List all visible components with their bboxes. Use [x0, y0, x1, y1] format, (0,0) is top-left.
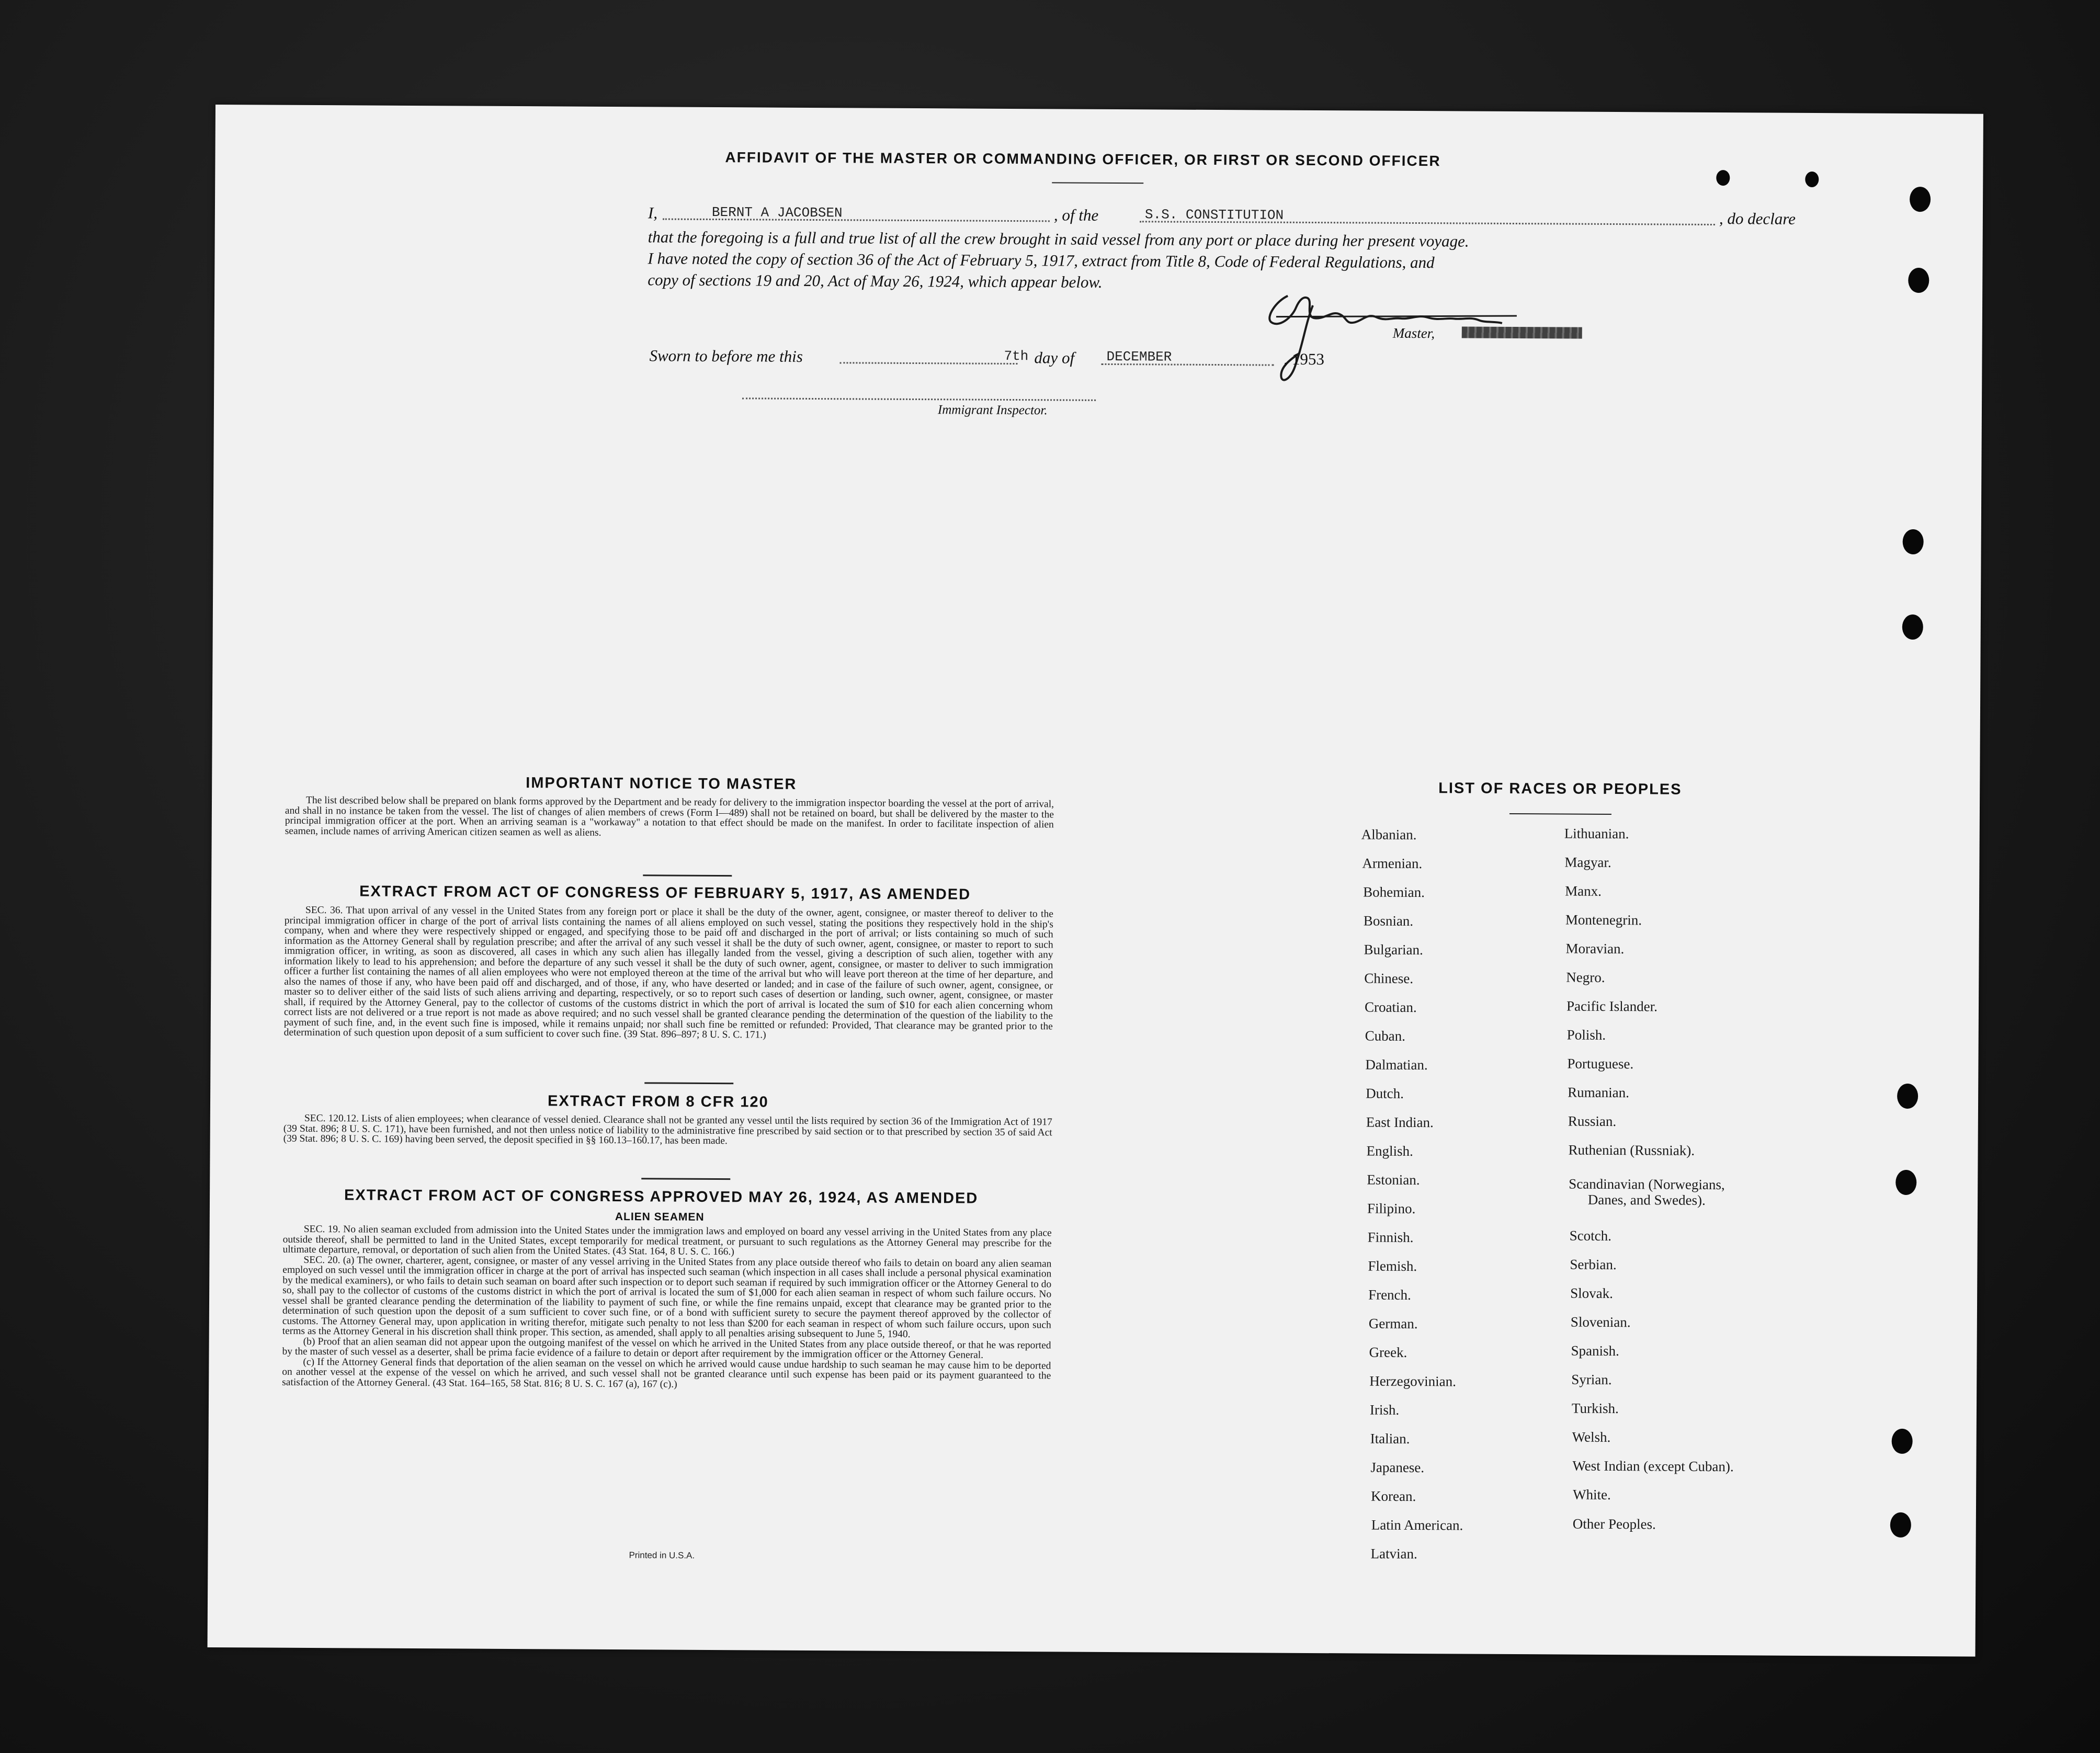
- extract-1924-sec19: SEC. 19. No alien seaman excluded from admission into the United States under the immigration laws and employed on board any vessel arriving in the United States from any place outside thereof, shall be permitted to land in the United States, except temporarily for medical treatment, or pursuant to such regulations as the Attorney General may prescribe for the ultimate departure, removal, or deportation of such alien from the United States. (43 Stat. 164, 8 U. S. C. 166.): [282, 1223, 1052, 1258]
- race-item: Magyar.: [1564, 854, 1611, 870]
- race-item: Chinese.: [1364, 970, 1414, 987]
- affidavit-body-line-3: I have noted the copy of section 36 of the Act of February 5, 1917, extract from Title 8, Code of Federal Regulations, and: [648, 249, 1435, 272]
- master-label: Master,: [1392, 325, 1435, 342]
- punch-hole-icon: [1902, 614, 1923, 640]
- punch-hole-icon: [1897, 1084, 1918, 1109]
- inspector-signature-line: [742, 397, 1096, 401]
- race-item: Scotch.: [1569, 1227, 1612, 1244]
- race-item: Lithuanian.: [1564, 825, 1629, 842]
- race-item: Negro.: [1566, 969, 1605, 985]
- extract-1924-sec20a: SEC. 20. (a) The owner, charterer, agent, consignee, or master of any vessel arriving in the United States from any place outside thereof who fails to detain on board any alien seaman employed on such vessel until the immigration officer in charge at the port of arrival has inspected such seaman (which inspection in all cases shall include a personal physical examination by the medical examiners), or who fails to detain such seaman on board after such inspection or to deport such seaman if required by such immigration officer or the Attorney General to do so, shall pay to the collector of customs of the customs district in which the port of arrival is located the sum of $1,000 for each alien seaman in respect of whom such failure occurs. No vessel shall be granted clearance pending the determination of the liability to payment of such fine, or while the fine remains unpaid, except that clearance may be granted prior to the determination of such question upon the deposit of a sum sufficient to cover such fine, or of a bond with sufficient surety to secure the payment thereof approved by the collector of customs. The Attorney General may, upon application in writing therefor, mitigate such penalty to not less than $200 for each seaman in respect of whom such failure occurs, upon such terms as the Attorney General in his discretion shall think proper. This section, as amended, shall apply to all penalties arising subsequent to June 5, 1940.: [282, 1254, 1052, 1340]
- race-item: Portuguese.: [1567, 1055, 1634, 1072]
- race-item: Greek.: [1369, 1344, 1407, 1360]
- race-item: English.: [1366, 1143, 1413, 1159]
- race-item: Moravian.: [1565, 940, 1625, 957]
- race-item: Herzegovinian.: [1369, 1373, 1457, 1390]
- extract-1917-heading: EXTRACT FROM ACT OF CONGRESS OF FEBRUARY 5, 1917, AS AMENDED: [359, 883, 971, 903]
- punch-hole-icon: [1805, 172, 1819, 187]
- punch-hole-icon: [1716, 170, 1730, 186]
- race-item: Syrian.: [1571, 1371, 1612, 1388]
- alien-seamen-subheading: ALIEN SEAMEN: [615, 1211, 705, 1223]
- races-heading: LIST OF RACES OR PEOPLES: [1438, 780, 1682, 798]
- race-item: Rumanian.: [1568, 1084, 1629, 1101]
- race-item: Japanese.: [1370, 1459, 1425, 1476]
- cfr-divider: [641, 1178, 730, 1180]
- race-scandinavian-line-2: Danes, and Swedes).: [1587, 1191, 1706, 1208]
- race-item: Italian.: [1370, 1430, 1410, 1447]
- race-item: Ruthenian (Russniak).: [1568, 1142, 1695, 1158]
- race-item: Estonian.: [1367, 1171, 1420, 1188]
- punch-hole-icon: [1903, 529, 1924, 554]
- sworn-month-value: DECEMBER: [1106, 348, 1172, 365]
- race-item: Serbian.: [1570, 1256, 1617, 1273]
- punch-hole-icon: [1892, 1429, 1913, 1454]
- sworn-prefix: Sworn to before me this: [649, 346, 803, 366]
- vessel-name-value: S.S. CONSTITUTION: [1144, 207, 1284, 223]
- affidavit-line-1-prefix: I,: [648, 203, 658, 222]
- extract-1917-divider: [644, 1082, 733, 1084]
- race-item: [1569, 1176, 1725, 1209]
- extract-1924-heading: EXTRACT FROM ACT OF CONGRESS APPROVED MAY 26, 1924, AS AMENDED: [344, 1187, 979, 1207]
- punch-hole-icon: [1910, 187, 1931, 212]
- race-item: Dalmatian.: [1365, 1056, 1428, 1073]
- sworn-day-of: day of: [1034, 348, 1075, 367]
- immigrant-inspector-label: Immigrant Inspector.: [937, 403, 1048, 418]
- punch-hole-icon: [1890, 1512, 1911, 1538]
- race-item: White.: [1573, 1486, 1611, 1503]
- race-item: Welsh.: [1572, 1429, 1611, 1445]
- race-item: Polish.: [1567, 1027, 1606, 1043]
- extract-1924-body: [282, 1224, 1052, 1392]
- race-scandinavian-line-1: Scandinavian (Norwegians,: [1569, 1176, 1725, 1193]
- title-divider: [1052, 182, 1143, 184]
- punch-hole-icon: [1895, 1170, 1916, 1195]
- race-item: Montenegrin.: [1565, 912, 1642, 928]
- notice-paragraph: [285, 795, 1054, 840]
- extract-1917-body: [284, 905, 1053, 1042]
- extract-1924-sec20c: (c) If the Attorney General finds that deportation of the alien seaman on the vessel on which he arrived would cause undue hardship to such seaman he may cause him to be deported on another vessel at the expense of the vessel on which he arrived, and such vessel shall not be granted clearance until such expense has been paid or its payment guaranteed to the satisfaction of the Attorney General. (43 Stat. 164–165, 58 Stat. 816; 8 U. S. C. 167 (a), 167 (c).): [282, 1356, 1051, 1390]
- race-item: German.: [1368, 1315, 1418, 1332]
- race-item: Cuban.: [1365, 1028, 1406, 1044]
- race-item: Pacific Islander.: [1566, 998, 1658, 1015]
- race-item: Russian.: [1568, 1113, 1617, 1130]
- cfr-sec120: SEC. 120.12. Lists of alien employees; when clearance of vessel denied. Clearance shall not be granted any vessel until the lists required by section 36 of the Immigration Act of 1917 (39 Stat. 896; 8 U. S. C. 171), have been furnished, and not then unless notice of liability to the administrative fine prescribed by said section or to that prescribed by section 35 of said Act (39 Stat. 896; 8 U. S. C. 169) having been served, the deposit specified in §§ 160.13–160.17, has been made.: [283, 1112, 1052, 1147]
- sworn-year-value: , 1953: [1284, 349, 1325, 369]
- punch-hole-icon: [1908, 268, 1929, 293]
- affidavit-body-line-4: copy of sections 19 and 20, Act of May 26, 1924, which appear below.: [648, 270, 1103, 291]
- race-item: Spanish.: [1571, 1342, 1619, 1359]
- race-item: Bohemian.: [1363, 884, 1425, 901]
- race-item: Bulgarian.: [1364, 941, 1423, 958]
- affidavit-body-line-2: that the foregoing is a full and true list of all the crew brought in said vessel from any port or place during her present voyage.: [648, 227, 1469, 251]
- notice-heading: IMPORTANT NOTICE TO MASTER: [526, 775, 797, 793]
- affidavit-of-the: , of the: [1053, 206, 1099, 224]
- race-item: Finnish.: [1367, 1229, 1414, 1246]
- extract-1917-sec36: SEC. 36. That upon arrival of any vessel in the United States from any foreign port or place it shall be the duty of the owner, agent, consignee, or master thereof to deliver to the principal immigration officer in charge of the port of arrival lists containing the names of all aliens employed on such vessel, stating the positions they respectively hold in the ship's company, when and where they were respectively shipped or engaged, and specifying those to be paid off and discharged in the port of arrival; or lists containing so much of such information as the Attorney General shall by regulation prescribe; and after the arrival of any such vessel it shall be the duty of such owner, agent, consignee, or master to report to such immigration officer, in writing, as soon as discovered, all cases in which any such alien has illegally landed from the vessel, giving a description of such alien, together with any information likely to lead to his apprehension; and before the departure of any such vessel it shall be the duty of such owner, agent, consignee, or master to deliver to such immigration officer a further list containing the names of all alien employees who were not employed thereon at the time of the arrival but who will leave port thereon at the time of her departure, and also the names of those if any, who have been paid off and discharged, and of those, if any, who have deserted or landed; and in case of the failure of such owner, agent, consignee, or master so to deliver either of the said lists of such aliens arriving and departing, respectively, or so to report such cases of desertion or landing, such owner, agent, consignee, or master shall, if required by the Attorney General, pay to the collector of customs of the customs district in which the port of arrival is located the sum of $10 for each alien concerning whom correct lists are not delivered or a true report is not made as above required; and no such vessel shall be granted clearance pending the determination of the question of the liability to the payment of such fine, and, in the event such fine is imposed, while it remains unpaid; nor shall such fine be remitted or refunded: Provided, That clearance may be granted prior to the determination of such question upon deposit of a sum sufficient to cover such fine. (39 Stat. 896–897; 8 U. S. C. 171.): [283, 904, 1053, 1041]
- sworn-day-line: [839, 362, 1017, 365]
- race-item: East Indian.: [1366, 1114, 1434, 1131]
- affidavit-do-declare: , do declare: [1719, 209, 1796, 228]
- sworn-day-value: 7th: [1004, 348, 1029, 365]
- race-item: Bosnian.: [1363, 913, 1414, 929]
- affidavit-title: AFFIDAVIT OF THE MASTER OR COMMANDING OFFICER, OR FIRST OR SECOND OFFICER: [725, 149, 1441, 169]
- extract-1924-sec20b: (b) Proof that an alien seaman did not appear upon the outgoing manifest of the vessel on which he arrived in the United States from any place outside thereof, or that he was reported by the master of such vessel as a deserter, shall be prima facie evidence of a failure to detain or deport after requirement by the immigration officer or the Attorney General.: [282, 1336, 1051, 1361]
- printed-in-usa: Printed in U.S.A.: [629, 1550, 695, 1561]
- race-item: Slovenian.: [1570, 1314, 1631, 1330]
- race-item: Other Peoples.: [1572, 1516, 1656, 1532]
- race-item: Slovak.: [1570, 1285, 1613, 1302]
- race-item: Latvian.: [1370, 1545, 1417, 1562]
- race-item: Dutch.: [1366, 1085, 1404, 1101]
- race-item: Manx.: [1565, 883, 1602, 899]
- master-name-value: BERNT A JACOBSEN: [711, 204, 843, 221]
- notice-text: The list described below shall be prepared on blank forms approved by the Department and be ready for delivery to the immigration inspector boarding the vessel at the port of arrival, and shall in no instance be taken from the vessel. The list of changes of alien members of crews (Form I—489) shall not be retained on board, but shall be delivered by the master to the principal immigration officer at the port. When an arriving seaman is a "workaway" a notation to that effect should be made on the manifest. In order to facilitate inspection of alien seamen, include names of arriving American citizen seamen as well as aliens.: [285, 794, 1054, 838]
- races-divider: [1509, 813, 1611, 815]
- race-item: Irish.: [1369, 1402, 1400, 1418]
- cfr-heading: EXTRACT FROM 8 CFR 120: [547, 1092, 769, 1111]
- notice-divider: [643, 874, 732, 876]
- race-item: West Indian (except Cuban).: [1572, 1458, 1734, 1475]
- race-item: Flemish.: [1368, 1258, 1417, 1274]
- cfr-body: [283, 1113, 1052, 1148]
- manifest-page: [208, 105, 1983, 1657]
- race-item: Turkish.: [1571, 1400, 1619, 1417]
- race-item: French.: [1368, 1287, 1411, 1303]
- affidavit-body: [648, 226, 1799, 297]
- race-item: Korean.: [1371, 1488, 1416, 1505]
- race-item: Armenian.: [1362, 855, 1423, 872]
- race-item: Latin American.: [1371, 1517, 1463, 1533]
- race-item: Albanian.: [1361, 826, 1417, 843]
- struck-title-block: [1462, 326, 1582, 338]
- race-item: Croatian.: [1364, 999, 1417, 1016]
- race-item: Filipino.: [1367, 1200, 1416, 1217]
